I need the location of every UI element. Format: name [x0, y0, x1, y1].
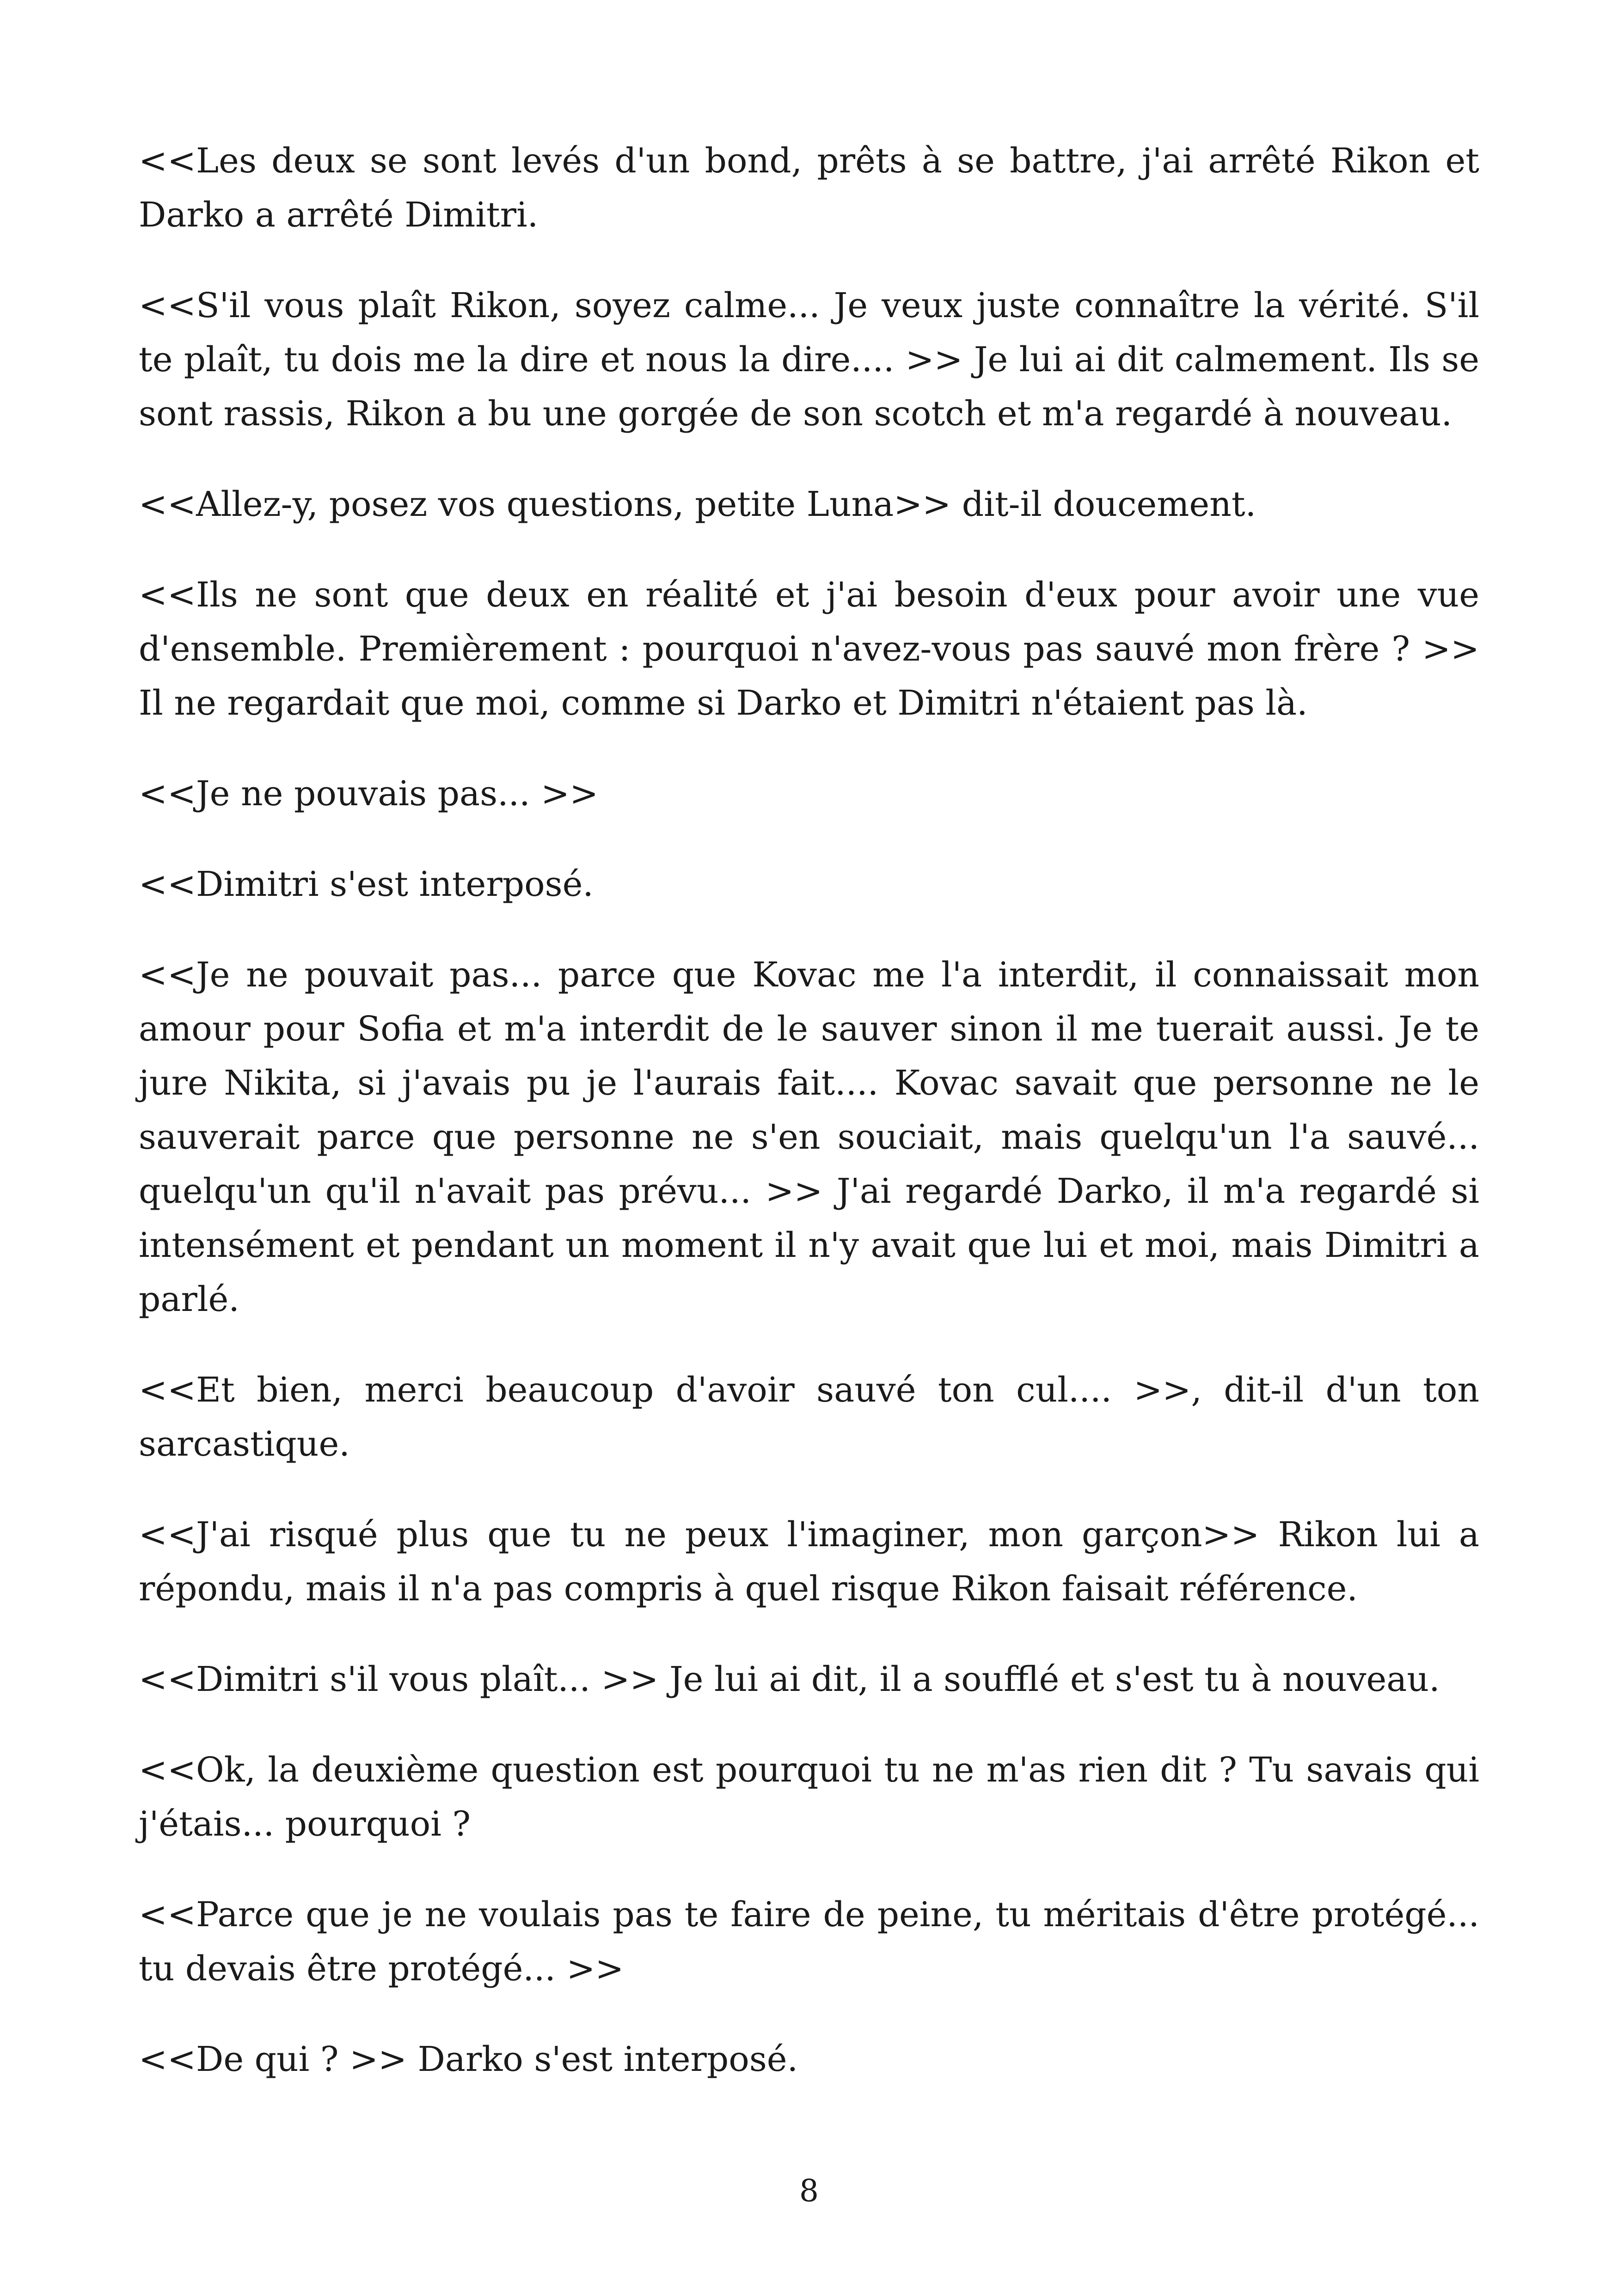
paragraph: <<Je ne pouvait pas... parce que Kovac me l'a interdit, il connaissait mon amour pour Sofia et m'a interdit de le sauver sinon il me tuerait aussi. Je te jure Nikita, si j'avais pu je l'aurais fait.... Kovac savait que personne ne le sauverait parce que personne ne s'en souciait, mais quelqu'un l'a sauvé... quelqu'un qu'il n'avait pas prévu... >> J'ai regardé Darko, il m'a regardé si intensément et pendant un moment il n'y avait que lui et moi, mais Dimitri a parlé. [139, 955, 1479, 1319]
paragraph: <<Dimitri s'il vous plaît... >> Je lui ai dit, il a soufflé et s'est tu à nouveau. [139, 1659, 1440, 1699]
paragraph: <<Ok, la deuxième question est pourquoi tu ne m'as rien dit ? Tu savais qui j'étais... pourquoi ? [139, 1750, 1479, 1844]
paragraph: <<Allez-y, posez vos questions, petite Luna>> dit-il doucement. [139, 484, 1256, 524]
paragraph: <<De qui ? >> Darko s'est interposé. [139, 2039, 798, 2079]
paragraph: <<J'ai risqué plus que tu ne peux l'imaginer, mon garçon>> Rikon lui a répondu, mais il n'a pas compris à quel risque Rikon faisait référence. [139, 1515, 1479, 1609]
paragraph: <<Dimitri s'est interposé. [139, 864, 594, 904]
paragraph: <<Parce que je ne voulais pas te faire de peine, tu méritais d'être protégé... tu devais être protégé... >> [139, 1895, 1479, 1989]
paragraph: <<Les deux se sont levés d'un bond, prêts à se battre, j'ai arrêté Rikon et Darko a arrêté Dimitri. [139, 141, 1479, 235]
paragraph: <<Et bien, merci beaucoup d'avoir sauvé ton cul.... >>, dit-il d'un ton sarcastique. [139, 1370, 1479, 1464]
paragraph: <<S'il vous plaît Rikon, soyez calme... Je veux juste connaître la vérité. S'il te plaît, tu dois me la dire et nous la dire.... >> Je lui ai dit calmement. Ils se sont rassis, Rikon a bu une gorgée de son scotch et m'a regardé à nouveau. [139, 286, 1479, 434]
body-text [139, 134, 1479, 2123]
page-number: 8 [799, 2173, 819, 2209]
paragraph: <<Je ne pouvais pas... >> [139, 774, 599, 814]
paragraph: <<Ils ne sont que deux en réalité et j'ai besoin d'eux pour avoir une vue d'ensemble. Premièrement : pourquoi n'avez-vous pas sauvé mon frère ? >> Il ne regardait que moi, comme si Darko et Dimitri n'étaient pas là. [139, 575, 1479, 723]
